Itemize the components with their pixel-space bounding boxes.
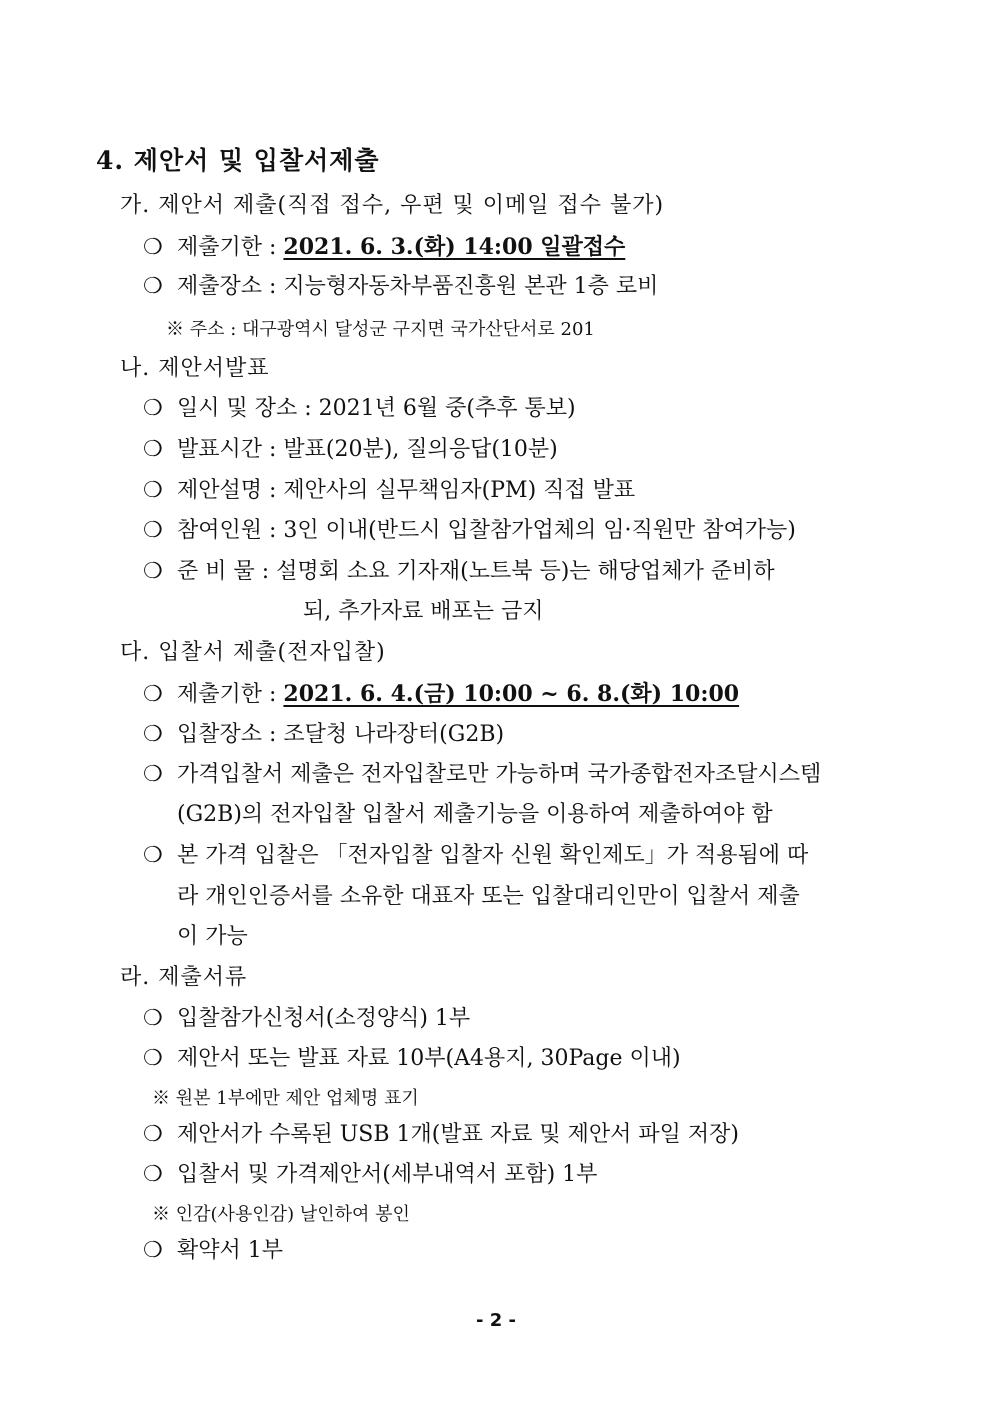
list-item-da-3: ❍ 가격입찰서 제출은 전자입찰로만 가능하며 국가종합전자조달시스템 [143,760,821,790]
bid-deadline-value: 2021. 6. 4.(금) 10:00 ~ 6. 8.(화) 10:00 [283,681,740,707]
bullet-icon: ❍ [143,559,163,584]
bullet-icon: ❍ [143,1046,163,1071]
subsection-heading-da: 다. 입찰서 제출(전자입찰) [120,640,386,665]
bullet-icon: ❍ [143,1006,163,1031]
list-item-da-4-cont-1: 라 개인인증서를 소유한 대표자 또는 입찰대리인만이 입찰서 제출 [177,884,800,909]
bullet-icon: ❍ [143,1238,163,1263]
page-number: - 2 - [476,1310,516,1331]
list-item-na-4: ❍ 참여인원 : 3인 이내(반드시 입찰참가업체의 임·직원만 참여가능) [143,516,796,546]
list-item-ra-4: ❍ 입찰서 및 가격제안서(세부내역서 포함) 1부 [143,1160,597,1190]
bullet-icon: ❍ [143,1122,163,1147]
list-item-ra-2: ❍ 제안서 또는 발표 자료 10부(A4용지, 30Page 이내) [143,1044,681,1074]
subsection-heading-ra: 라. 제출서류 [120,965,248,990]
list-item-na-5-cont: 되, 추가자료 배포는 금지 [303,599,544,624]
bullet-icon: ❍ [143,843,163,868]
list-item-ra-3: ❍ 제안서가 수록된 USB 1개(발표 자료 및 제안서 파일 저장) [143,1120,739,1150]
note-address: ※ 주소 : 대구광역시 달성군 구지면 국가산단서로 201 [166,319,595,340]
bullet-icon: ❍ [143,274,163,299]
deadline-value: 2021. 6. 3.(화) 14:00 일괄접수 [283,234,626,260]
list-item-ga-1: ❍ 제출기한 : 2021. 6. 3.(화) 14:00 일괄접수 [143,232,625,263]
list-item-na-5: ❍ 준 비 물 : 설명회 소요 기자재(노트북 등)는 해당업체가 준비하 [143,557,775,587]
bullet-icon: ❍ [143,1162,163,1187]
list-item-da-4: ❍ 본 가격 입찰은 「전자입찰 입찰자 신원 확인제도」가 적용됨에 따 [143,841,808,871]
note-original-copy: ※ 원본 1부에만 제안 업체명 표기 [152,1088,419,1109]
list-item-ga-2: ❍ 제출장소 : 지능형자동차부품진흥원 본관 1층 로비 [143,272,658,302]
list-item-ra-1: ❍ 입찰참가신청서(소정양식) 1부 [143,1004,470,1034]
note-seal: ※ 인감(사용인감) 날인하여 봉인 [152,1204,410,1225]
list-item-da-4-cont-2: 이 가능 [177,924,248,949]
bullet-icon: ❍ [143,478,163,503]
list-item-na-1: ❍ 일시 및 장소 : 2021년 6월 중(추후 통보) [143,394,576,424]
bullet-icon: ❍ [143,762,163,787]
bullet-icon: ❍ [143,518,163,543]
list-item-ra-5: ❍ 확약서 1부 [143,1236,283,1266]
bullet-icon: ❍ [143,682,163,707]
list-item-na-2: ❍ 발표시간 : 발표(20분), 질의응답(10분) [143,435,558,465]
list-item-da-2: ❍ 입찰장소 : 조달청 나라장터(G2B) [143,720,504,750]
list-item-da-3-cont: (G2B)의 전자입찰 입찰서 제출기능을 이용하여 제출하여야 함 [177,802,773,827]
list-item-na-3: ❍ 제안설명 : 제안사의 실무책임자(PM) 직접 발표 [143,476,635,506]
list-item-da-1: ❍ 제출기한 : 2021. 6. 4.(금) 10:00 ~ 6. 8.(화) 10:00 [143,679,739,710]
bullet-icon: ❍ [143,722,163,747]
bullet-icon: ❍ [143,437,163,462]
bullet-icon: ❍ [143,396,163,421]
bullet-icon: ❍ [143,235,163,260]
subsection-heading-ga: 가. 제안서 제출(직접 접수, 우편 및 이메일 접수 불가) [120,193,665,218]
subsection-heading-na: 나. 제안서발표 [120,356,270,381]
section-title: 4. 제안서 및 입찰서제출 [96,146,380,175]
